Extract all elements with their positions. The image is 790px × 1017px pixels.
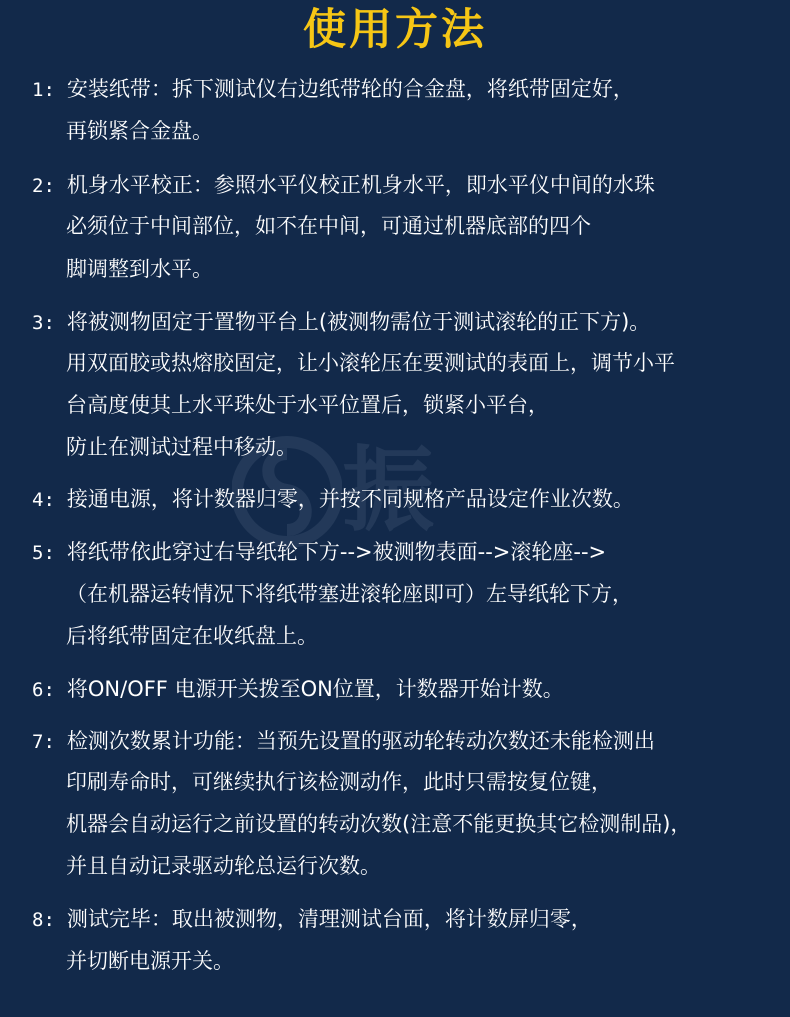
step-1-line-1: 1: 安装纸带：拆下测试仪右边纸带轮的合金盘，将纸带固定好，: [32, 77, 634, 101]
step-7-line-1: 7: 检测次数累计功能：当预先设置的驱动轮转动次数还未能检测出: [32, 729, 655, 753]
step-4-number: 4:: [32, 489, 55, 511]
step-8-line-2: 并切断电源开关。: [66, 949, 234, 973]
step-5-line-2: （在机器运转情况下将纸带塞进滚轮座即可）左导纸轮下方，: [66, 582, 633, 606]
step-2-line-1: 2: 机身水平校正：参照水平仪校正机身水平，即水平仪中间的水珠: [32, 173, 655, 197]
step-2-line-3: 脚调整到水平。: [66, 257, 213, 281]
watermark-text: 振: [342, 437, 435, 544]
step-4-line-1: 4: 接通电源，将计数器归零，并按不同规格产品设定作业次数。: [32, 487, 634, 511]
step-5-line-3: 后将纸带固定在收纸盘上。: [66, 624, 318, 648]
step-8-line-1: 8: 测试完毕：取出被测物，清理测试台面，将计数屏归零，: [32, 907, 592, 931]
step-7-line-4: 并且自动记录驱动轮总运行次数。: [66, 854, 381, 878]
page-title: 使用方法: [303, 5, 487, 55]
step-7-line-2: 印刷寿命时，可继续执行该检测动作，此时只需按复位键，: [66, 770, 612, 794]
step-6-line-1: 6: 将ON/OFF 电源开关拨至ON位置，计数器开始计数。: [32, 677, 564, 701]
step-3-line-1: 3: 将被测物固定于置物平台上(被测物需位于测试滚轮的正下方)。: [32, 310, 651, 334]
step-1-line-2: 再锁紧合金盘。: [66, 119, 213, 143]
step-3-line-4: 防止在测试过程中移动。: [66, 435, 297, 459]
step-2-line-2: 必须位于中间部位，如不在中间，可通过机器底部的四个: [66, 214, 591, 238]
step-3-number: 3:: [32, 312, 55, 334]
step-7-line-3: 机器会自动运行之前设置的转动次数(注意不能更换其它检测制品)，: [66, 812, 692, 836]
step-2-number: 2:: [32, 175, 55, 197]
step-5-number: 5:: [32, 542, 55, 564]
step-3-line-3: 台高度使其上水平珠处于水平位置后，锁紧小平台，: [66, 393, 549, 417]
step-7-number: 7:: [32, 731, 55, 753]
step-6-number: 6:: [32, 679, 55, 701]
step-8-number: 8:: [32, 909, 55, 931]
step-3-line-2: 用双面胶或热熔胶固定，让小滚轮压在要测试的表面上，调节小平: [66, 351, 675, 375]
step-1-number: 1:: [32, 79, 55, 101]
step-5-line-1: 5: 将纸带依此穿过右导纸轮下方-->被测物表面-->滚轮座-->: [32, 540, 607, 564]
